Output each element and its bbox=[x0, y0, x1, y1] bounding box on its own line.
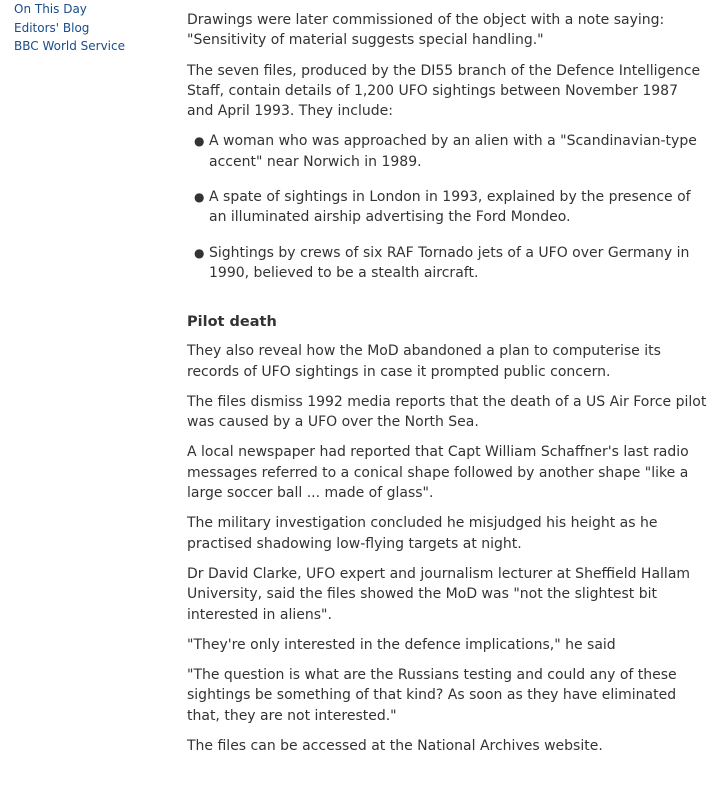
list-item-text: A spate of sightings in London in 1993, explained by the presence of an illuminated airship advertising the Ford Mondeo. bbox=[209, 189, 691, 226]
bullet-icon: ● bbox=[194, 245, 205, 260]
bullet-icon: ● bbox=[194, 190, 205, 205]
nav-link-bbc-world-service[interactable]: BBC World Service bbox=[14, 39, 125, 53]
nav-link-editors-blog[interactable]: Editors' Blog bbox=[14, 20, 90, 35]
story-paragraph: "The question is what are the Russians testing and could any of these sightings be something of that kind? As soon as they have eliminated that, they are not interested." bbox=[187, 667, 677, 724]
list-item-text: Sightings by crews of six RAF Tornado jets of a UFO over Germany in 1990, believed to be a stealth aircraft. bbox=[209, 244, 690, 281]
left-navigation bbox=[14, 0, 174, 56]
story-paragraph: Dr David Clarke, UFO expert and journalism lecturer at Sheffield Hallam University, said the files showed the MoD was "not the slightest bit interested in aliens". bbox=[187, 565, 691, 623]
list-item bbox=[194, 187, 707, 228]
story-paragraph: Drawings were later commissioned of the object with a note saying: "Sensitivity of material suggests special handling." bbox=[187, 12, 665, 49]
story-paragraph: The military investigation concluded he misjudged his height as he practised shadowing low-flying targets at night. bbox=[187, 515, 658, 552]
list-item bbox=[194, 131, 707, 172]
story-paragraph: A local newspaper had reported that Capt William Schaffner's last radio messages referred to a conical shape followed by another shape "like a large soccer ball ... made of glass". bbox=[187, 444, 689, 502]
bullet-icon: ● bbox=[194, 134, 205, 149]
story-paragraph: They also reveal how the MoD abandoned a plan to computerise its records of UFO sightings in case it prompted public concern. bbox=[187, 343, 661, 380]
story-body bbox=[187, 10, 707, 766]
story-paragraph: The seven files, produced by the DI55 branch of the Defence Intelligence Staff, contain details of 1,200 UFO sightings between November 1987 and April 1993. They include: bbox=[187, 62, 701, 120]
list-item-text: A woman who was approached by an alien with a "Scandinavian-type accent" near Norwich in 1989. bbox=[209, 133, 697, 170]
sightings-list bbox=[187, 131, 707, 283]
subheading: Pilot death bbox=[187, 314, 277, 331]
list-item bbox=[194, 243, 707, 284]
nav-link-on-this-day[interactable]: On This Day bbox=[14, 2, 87, 16]
story-paragraph: The files can be accessed at the National Archives website. bbox=[187, 738, 603, 755]
story-paragraph: "They're only interested in the defence implications," he said bbox=[187, 636, 616, 653]
story-paragraph: The files dismiss 1992 media reports that the death of a US Air Force pilot was caused by a UFO over the North Sea. bbox=[187, 393, 707, 431]
